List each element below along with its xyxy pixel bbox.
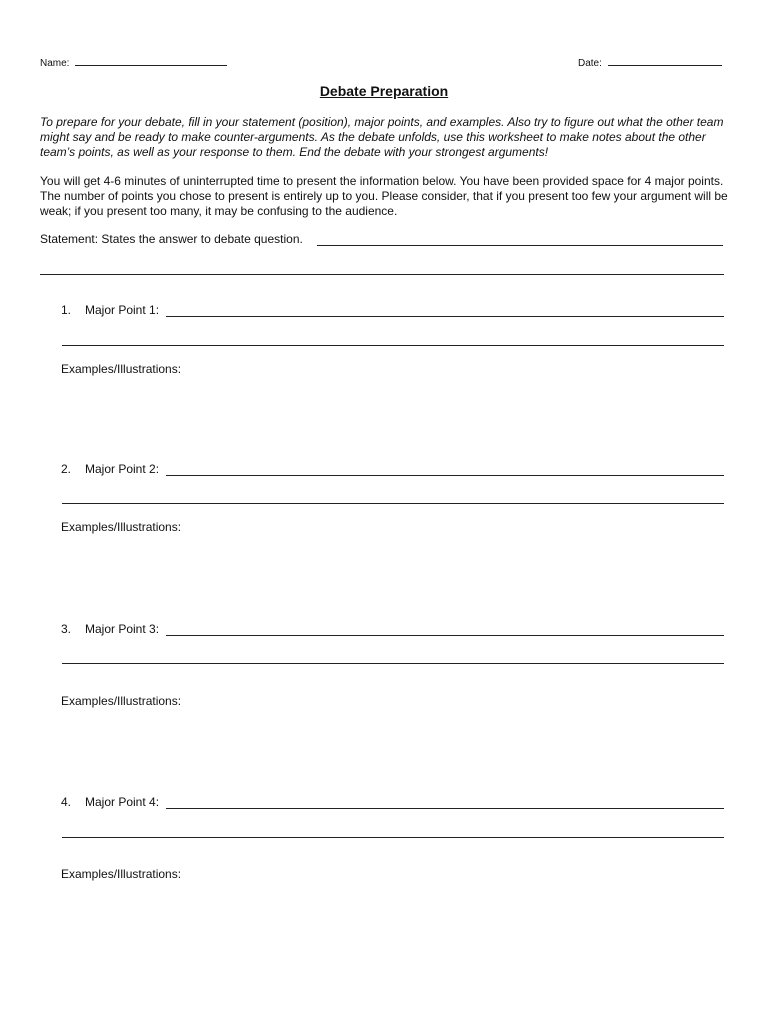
date-field: [578, 55, 722, 69]
major-point-4-number: 4.: [61, 795, 72, 809]
major-point-1-line-1[interactable]: [166, 316, 724, 317]
statement-line-1[interactable]: [317, 245, 723, 246]
examples-label-3: Examples/Illustrations:: [61, 694, 182, 708]
major-point-4-label: Major Point 4:: [85, 795, 160, 809]
intro-paragraph: To prepare for your debate, fill in your statement (position), major points, and examples. Also try to figure out what the other team might say and be ready to make counter-arguments. As the debate unfolds, use this worksheet to make notes about the other team’s points, as well as your response to them. End the debate with your strongest arguments!: [40, 115, 724, 159]
date-input-line[interactable]: [608, 55, 722, 66]
major-point-4-line-2[interactable]: [62, 837, 724, 838]
name-field: [40, 55, 227, 69]
major-point-4-line-1[interactable]: [166, 808, 724, 809]
name-input-line[interactable]: [75, 55, 227, 66]
major-point-2-label: Major Point 2:: [85, 462, 160, 476]
major-point-1-label: Major Point 1:: [85, 303, 160, 317]
statement-label: Statement: States the answer to debate question.: [40, 232, 303, 246]
major-point-2-line-1[interactable]: [166, 475, 724, 476]
examples-area-3[interactable]: [61, 714, 724, 789]
examples-area-2[interactable]: [61, 540, 724, 615]
examples-label-4: Examples/Illustrations:: [61, 867, 182, 881]
page-title: Debate Preparation: [319, 83, 449, 99]
name-label: Name:: [40, 58, 70, 69]
statement-line-2[interactable]: [40, 274, 724, 275]
major-point-1-number: 1.: [61, 303, 72, 317]
instructions-paragraph: You will get 4-6 minutes of uninterrupted time to present the information below. You have been provided space for 4 major points. The number of points you chose to present is entirely up to you. Please consider, that if you present too few your argument will be weak; if you present too many, it may be confusing to the audience.: [40, 174, 728, 218]
major-point-3-label: Major Point 3:: [85, 622, 160, 636]
examples-label-1: Examples/Illustrations:: [61, 362, 182, 376]
date-label: Date:: [578, 58, 602, 69]
examples-label-2: Examples/Illustrations:: [61, 520, 182, 534]
examples-area-4[interactable]: [61, 887, 724, 997]
examples-area-1[interactable]: [61, 382, 724, 452]
major-point-1-line-2[interactable]: [62, 345, 724, 346]
major-point-2-line-2[interactable]: [62, 503, 724, 504]
major-point-3-number: 3.: [61, 622, 72, 636]
major-point-2-number: 2.: [61, 462, 72, 476]
major-point-3-line-2[interactable]: [62, 663, 724, 664]
major-point-3-line-1[interactable]: [166, 635, 724, 636]
